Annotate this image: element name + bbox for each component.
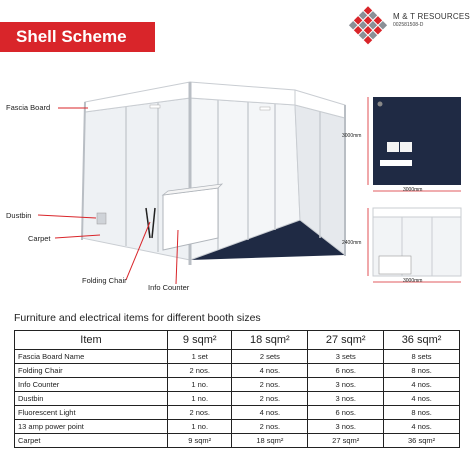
callout-fascia-board: Fascia Board	[6, 103, 51, 112]
header-9sqm: 9 sqm²	[168, 331, 232, 350]
table-row	[15, 378, 460, 392]
company-registration: 002581508-D	[393, 22, 424, 28]
table-caption: Furniture and electrical items for different booth sizes	[14, 312, 261, 324]
cell-value: 8 nos.	[384, 364, 460, 378]
callout-folding-chair: Folding Chair	[82, 276, 127, 285]
cell-value: 2 sets	[232, 350, 308, 364]
cell-value: 6 nos.	[308, 364, 384, 378]
cell-value: 3 nos.	[308, 392, 384, 406]
cell-item-name: Info Counter	[15, 378, 168, 392]
header-36sqm: 36 sqm²	[384, 331, 460, 350]
cell-value: 8 sets	[384, 350, 460, 364]
cell-value: 27 sqm²	[308, 434, 384, 448]
cell-value: 1 no.	[168, 420, 232, 434]
cell-value: 2 nos.	[232, 392, 308, 406]
table-row	[15, 420, 460, 434]
plan-view	[373, 97, 461, 185]
cell-item-name: Fluorescent Light	[15, 406, 168, 420]
table-row	[15, 364, 460, 378]
callout-dustbin: Dustbin	[6, 211, 32, 220]
cell-value: 3 nos.	[308, 378, 384, 392]
cell-value: 4 nos.	[232, 406, 308, 420]
callout-carpet: Carpet	[28, 234, 51, 243]
header-18sqm: 18 sqm²	[232, 331, 308, 350]
booth-items-table	[14, 330, 460, 448]
cell-value: 3 sets	[308, 350, 384, 364]
cell-value: 8 nos.	[384, 406, 460, 420]
cell-value: 1 no.	[168, 378, 232, 392]
cell-value: 9 sqm²	[168, 434, 232, 448]
cell-value: 3 nos.	[308, 420, 384, 434]
cell-item-name: Dustbin	[15, 392, 168, 406]
cell-value: 4 nos.	[384, 392, 460, 406]
booth-illustration	[0, 60, 474, 300]
cell-value: 2 nos.	[168, 406, 232, 420]
cell-value: 2 nos.	[232, 420, 308, 434]
cell-value: 1 no.	[168, 392, 232, 406]
table-row	[15, 406, 460, 420]
cell-item-name: Fascia Board Name	[15, 350, 168, 364]
dustbin-shape	[97, 213, 106, 224]
cell-value: 2 nos.	[232, 378, 308, 392]
cell-item-name: 13 amp power point	[15, 420, 168, 434]
cell-value: 36 sqm²	[384, 434, 460, 448]
table-row	[15, 392, 460, 406]
plan-height-label: 3000mm	[342, 133, 362, 139]
cell-value: 6 nos.	[308, 406, 384, 420]
callout-info-counter: Info Counter	[148, 283, 190, 292]
header-27sqm: 27 sqm²	[308, 331, 384, 350]
cell-item-name: Carpet	[15, 434, 168, 448]
company-logo-icon	[348, 6, 388, 46]
cell-value: 4 nos.	[232, 364, 308, 378]
cell-value: 18 sqm²	[232, 434, 308, 448]
company-name: M & T RESOURCES	[393, 12, 470, 21]
table-row	[15, 434, 460, 448]
page-title: Shell Scheme	[0, 22, 155, 52]
table-row	[15, 350, 460, 364]
header-item: Item	[15, 331, 168, 350]
table-header-row	[15, 331, 460, 350]
cell-item-name: Folding Chair	[15, 364, 168, 378]
cell-value: 2 nos.	[168, 364, 232, 378]
elevation-height-label: 2400mm	[342, 240, 362, 246]
plan-width-label: 3000mm	[403, 187, 423, 193]
cell-value: 4 nos.	[384, 420, 460, 434]
cell-value: 4 nos.	[384, 378, 460, 392]
elevation-width-label: 3000mm	[403, 278, 423, 284]
cell-value: 1 set	[168, 350, 232, 364]
